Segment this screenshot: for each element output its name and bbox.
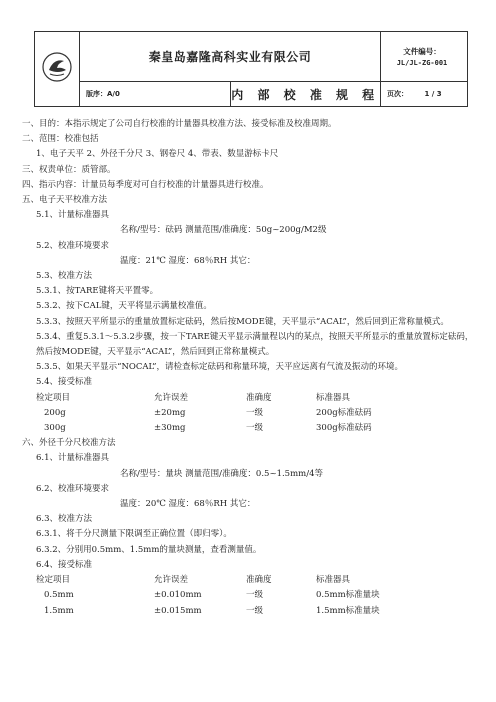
table-header: 检定项目 [36,575,71,586]
company-logo-cell [35,32,80,107]
page-value: 1 / 3 [424,90,442,98]
version-label: 版序：A/0 [80,82,231,107]
balance-env-heading: 5.2、校准环境要求 [36,240,110,251]
table-header: 检定项目 [36,392,71,403]
table-header: 允许误差 [154,392,189,403]
micrometer-acceptance-table [22,573,482,619]
balance-step-4: 5.3.4、重复5.3.1～5.3.2步骤，按一下TARE键天平显示满量程以内的某点，按照天平所显示的重量放置标定砝码，然后按MODE键，天平显示“ACAL”，然后回到正常称量模式。 [36,331,474,358]
balance-step-5: 5.3.5、如果天平显示“NOCAL”，请检查标定砝码和称量环境，天平应远离有气流及振动的环境。 [36,362,403,373]
scope-items: 1、电子天平 2、外径千分尺 3、钢卷尺 4、带表、数显游标卡尺 [36,149,279,160]
table-cell: 300g [44,423,66,434]
micrometer-env-detail: 温度：20℃ 湿度：68％RH 其它： [120,499,256,510]
micrometer-step-2: 6.3.2、分别用0.5mm、1.5mm的量块测量，查看测量值。 [36,544,262,555]
micrometer-step-1: 6.3.1、将千分尺测量下限调至正确位置（即归零）。 [36,529,232,540]
balance-acceptance-heading: 5.4、接受标准 [36,377,93,388]
balance-step-1: 5.3.1、按TARE键将天平置零。 [36,286,159,297]
table-cell: 1.5mm标准量块 [316,605,380,616]
table-cell: 200g [44,407,66,418]
page-label: 页次： [387,90,408,98]
micrometer-env-heading: 6.2、校准环境要求 [36,483,110,494]
table-cell: 一级 [246,605,264,616]
section-micrometer: 六、外径千分尺校准方法 [22,438,116,449]
table-cell: 一级 [246,423,264,434]
document-body [22,117,482,619]
micrometer-standard-detail: 名称/型号：量块 测量范围/准确度：0.5~1.5mm/4等 [120,468,323,479]
company-logo-icon [40,50,74,84]
table-cell: 200g标准砝码 [316,407,372,418]
balance-standard-detail: 名称/型号：砝码 测量范围/准确度：50g~200g/M2级 [120,225,327,236]
micrometer-acceptance-heading: 6.4、接受标准 [36,559,93,570]
micrometer-standard-heading: 6.1、计量标准器具 [36,453,110,464]
table-header: 标准器具 [316,392,351,403]
table-header: 准确度 [246,575,272,586]
table-cell: 0.5mm标准量块 [316,590,380,601]
table-cell: ±20mg [154,407,186,418]
table-cell: 一级 [246,590,264,601]
page-number [381,82,468,107]
table-header: 允许误差 [154,575,189,586]
section-responsibility: 三、权责单位：质管部。 [22,164,116,175]
document-header [34,31,468,107]
balance-env-detail: 温度：21℃ 湿度：68％RH 其它： [120,255,256,266]
micrometer-method-heading: 6.3、校准方法 [36,514,93,525]
section-instruction: 四、指示内容：计量员每季度对可自行校准的计量器具进行校准。 [22,179,269,190]
balance-step-3: 5.3.3、按照天平所显示的重量放置标定砝码，然后按MODE键，天平显示“ACAL”，然后回到正常称量模式。 [36,316,449,327]
section-purpose: 一、目的：本指示规定了公司自行校准的计量器具校准方法、接受标准及校准周期。 [22,119,337,129]
section-scope: 二、范围：校准包括 [22,134,99,145]
table-cell: ±30mg [154,423,186,434]
table-cell: 1.5mm [44,605,74,616]
balance-method-heading: 5.3、校准方法 [36,271,93,282]
doc-number-cell [381,32,468,82]
table-cell: 0.5mm [44,590,74,601]
document-title: 内 部 校 准 规 程 [230,82,381,107]
table-cell: ±0.015mm [154,605,202,616]
table-header: 准确度 [246,392,272,403]
table-cell: 一级 [246,407,264,418]
company-name: 秦皇岛嘉隆高科实业有限公司 [80,32,381,82]
table-header: 标准器具 [316,575,351,586]
balance-acceptance-table [22,391,482,437]
doc-number-label: 文件编号： [403,47,441,56]
doc-number-value: JL/JL-ZG-001 [396,59,448,67]
balance-step-2: 5.3.2、按下CAL键，天平将显示满量校准值。 [36,301,212,312]
balance-standard-heading: 5.1、计量标准器具 [36,210,110,221]
table-cell: ±0.010mm [154,590,202,601]
section-balance: 五、电子天平校准方法 [22,195,108,206]
table-cell: 300g标准砝码 [316,423,372,434]
